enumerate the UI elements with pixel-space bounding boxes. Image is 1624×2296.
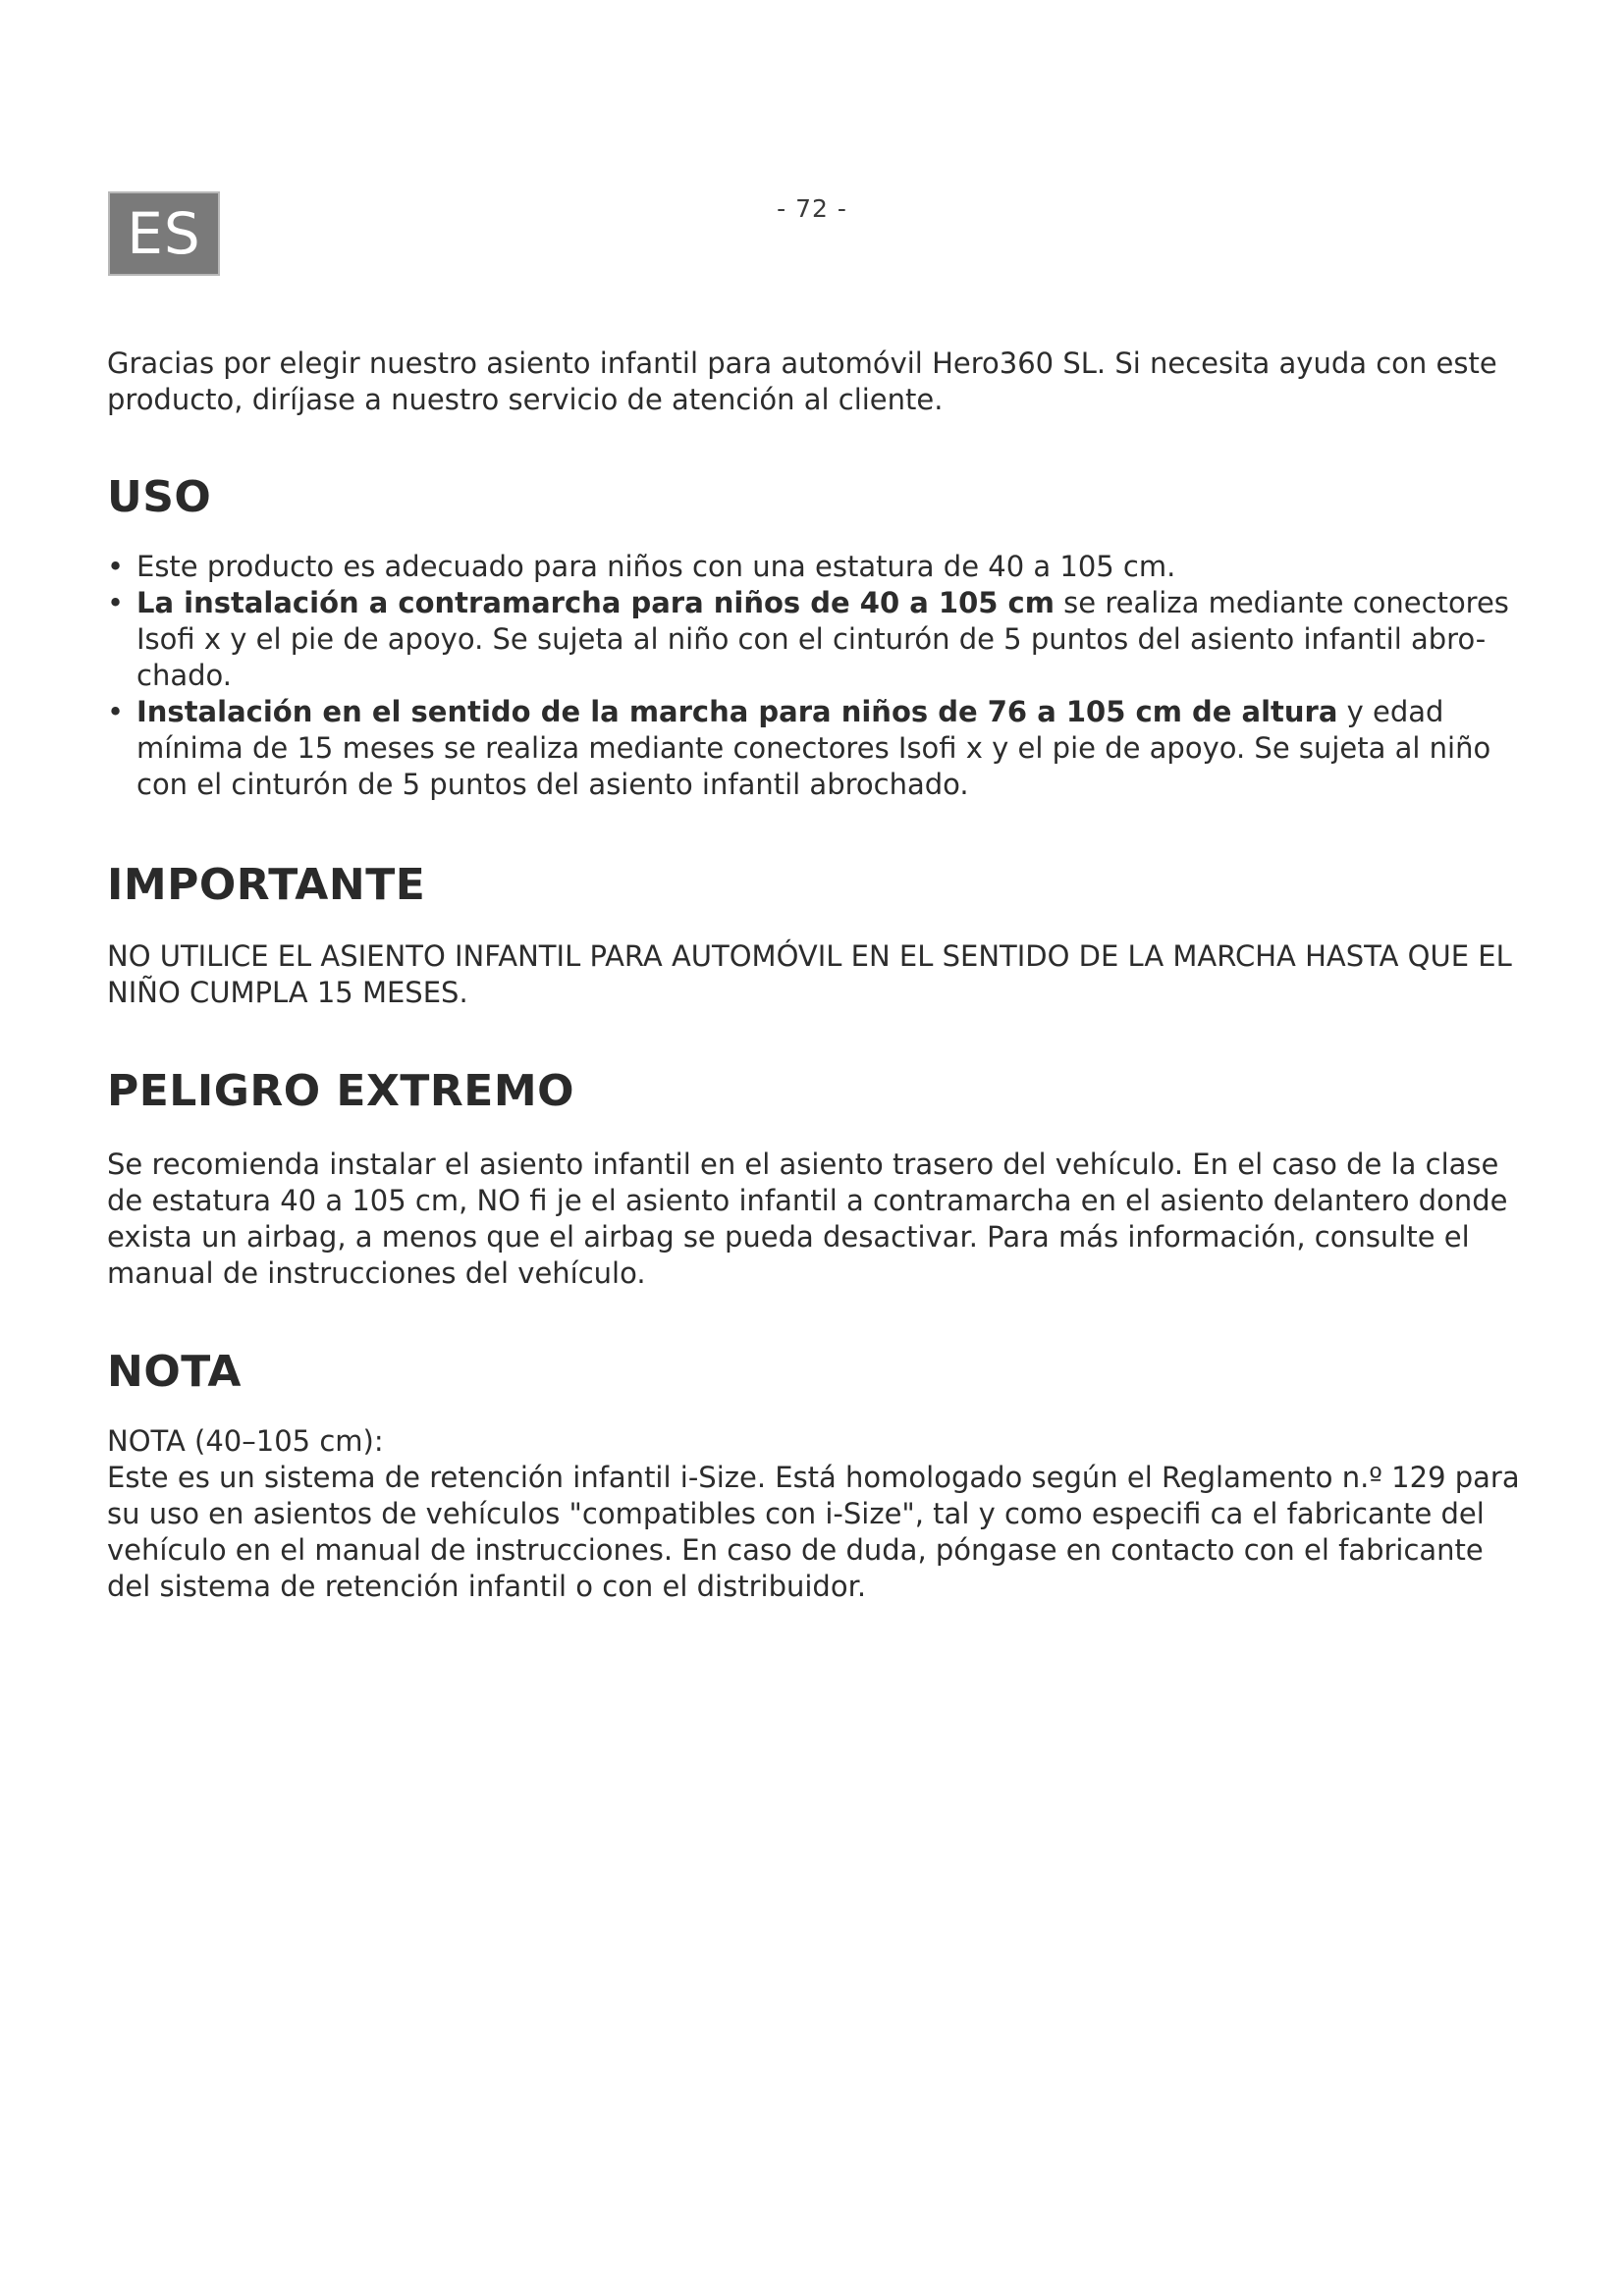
section-heading-peligro: PELIGRO EXTREMO [107,1066,575,1116]
uso-bullet-list [107,549,1521,803]
importante-paragraph: NO UTILICE EL ASIENTO INFANTIL PARA AUTOMÓVIL EN EL SENTIDO DE LA MARCHA HASTA QUE EL NIÑO CUMPLA 15 MESES. [107,939,1512,1009]
list-item-bold: La instalación a contramarcha para niños de 40 a 105 cm [136,586,1055,619]
peligro-paragraph: Se recomienda instalar el asiento infantil en el asiento trasero del vehículo. En el caso de la clase de estatura 40 a 105 cm, NO fi je el asiento infantil a contramarcha en el asiento delantero donde exista un airbag, a menos que el airbag se pueda desactivar. Para más información, consulte el manual de instrucciones del vehículo. [107,1148,1508,1290]
list-item [107,585,1521,694]
bullet-icon: • [107,695,125,728]
language-badge: ES [108,191,220,276]
document-body [107,346,1521,1605]
list-item [107,549,1521,585]
list-item-bold: Instalación en el sentido de la marcha para niños de 76 a 105 cm de altura [136,695,1338,728]
intro-paragraph: Gracias por elegir nuestro asiento infantil para automóvil Hero360 SL. Si necesita ayuda con este producto, diríjase a nuestro servicio de atención al cliente. [107,347,1497,416]
nota-subheading: NOTA (40–105 cm): [107,1424,384,1458]
bullet-icon: • [107,586,125,619]
section-heading-uso: USO [107,472,212,522]
list-item-text: se realiza mediante conectores Isofi x y el pie de apoyo. Se sujeta al niño con el cinturón de 5 puntos del asiento infantil abro-chado. [136,586,1509,692]
section-heading-nota: NOTA [107,1347,242,1397]
nota-paragraph: Este es un sistema de retención infantil i-Size. Está homologado según el Reglamento n.º 129 para su uso en asientos de vehículos "compatibles con i-Size", tal y como especifi ca el fabricante del vehículo en el manual de instrucciones. En caso de duda, póngase en contacto con el fabricante del sistema de retención infantil o con el distribuidor. [107,1461,1520,1603]
section-heading-importante: IMPORTANTE [107,860,426,910]
page-number: - 72 - [777,194,847,223]
list-item-text: y edad mínima de 15 meses se realiza mediante conectores Isofi x y el pie de apoyo. Se sujeta al niño con el cinturón de 5 puntos del asiento infantil abrochado. [136,695,1491,801]
list-item [107,694,1521,803]
list-item-text: Este producto es adecuado para niños con una estatura de 40 a 105 cm. [136,550,1176,583]
bullet-icon: • [107,550,125,583]
